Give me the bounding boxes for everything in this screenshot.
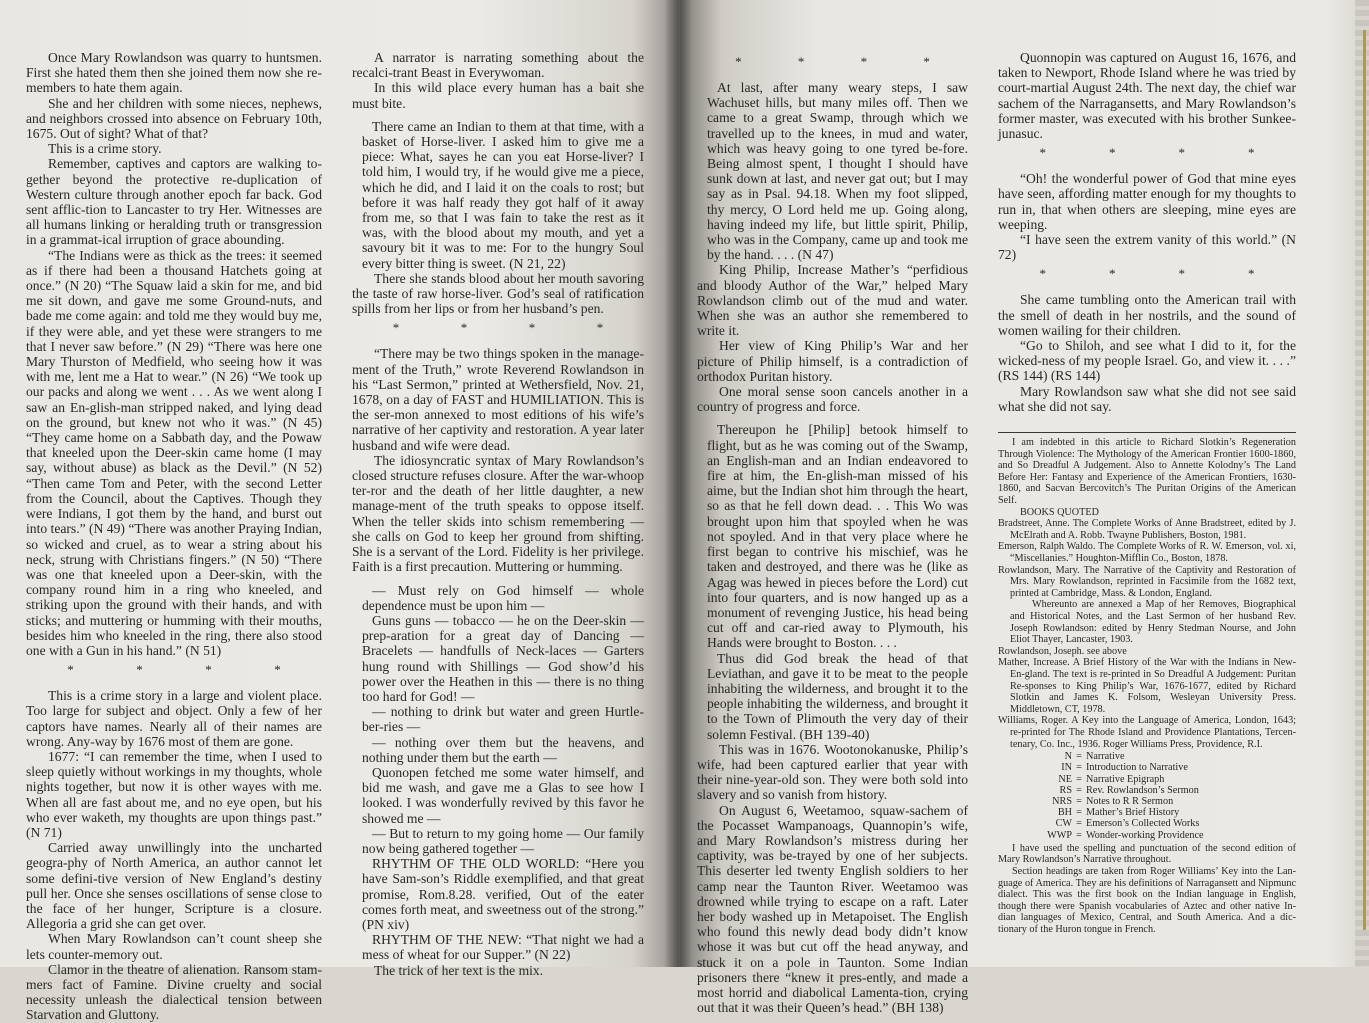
star-mark: * (460, 320, 468, 336)
paragraph: There she stands blood about her mouth savoring the taste of raw horse-liver. God’s seal of ratification spills from her lips or from her husband’s pen. (352, 270, 644, 317)
reference-entry: Williams, Roger. A Key into the Language of America, London, 1643; re-printed for The Rhode Island and Providence Plantations, Tercen-tenary, Co. Inc., 1936. Roger Williams Press, Providence, R.I. (998, 715, 1296, 750)
paragraph: This was in 1676. Wootonokanuske, Philip’s wife, had been captured earlier that year with their nine-year-old son. They were both sold into slavery and so vanish from history. (697, 741, 968, 803)
abbreviation-row (1038, 762, 1204, 773)
abbreviation-key: BH (1057, 807, 1072, 819)
paragraph: This is a crime story. (48, 141, 162, 157)
paragraph: Once Mary Rowlandson was quarry to huntsmen. First she hated them then she joined them now she re-members to hate them again. (26, 50, 322, 96)
equals-sign: = (1076, 773, 1082, 785)
equals-sign: = (1076, 829, 1082, 841)
reference-entry: Rowlandson, Mary. The Narrative of the Captivity and Restoration of Mrs. Mary Rowlandson, reprinted in Facsimile from the 1682 text, printed at Cambridge, Mass. & London, England. (998, 564, 1296, 599)
star-mark: * (797, 54, 805, 69)
paragraph: One moral sense soon cancels another in a country of progress and force. (697, 384, 968, 415)
paragraph: Remember, captives and captors are walking to-gether beyond the protective re-duplication of Western culture through another epoch far back. God sent afflic-tion to Lancaster to try Her. Witnesses are all humans linking or heralding truth or transgression in a grammat-ical irruption of grace abounding. (26, 156, 322, 248)
paragraph: Her view of King Philip’s War and her picture of Philip himself, is a contradiction of orthodox Puritan history. (697, 338, 968, 384)
star-mark: * (67, 662, 74, 678)
abbreviation-row (1038, 774, 1204, 785)
paragraph: The idiosyncratic syntax of Mary Rowlandson’s closed structure refuses closure. After the war-whoop ter-ror and the death of her little daughter, a new manage-ment of the truth speaks to oppose itself. When the teller skids into schism remembering — she calls on God to keep her ground from shifting. She is a servant of the Lord. Fidelity is her privilege. Faith is a first precaution. Muttering or humming. (352, 452, 644, 575)
column-4-body (998, 50, 1296, 414)
block-quote: Thus did God break the head of that Leviathan, and gave it to be meat to the people inhabiting the wilderness, and brought it to the people inhabiting the wilderness, and brought it to the Town of Plimouth the very day of their solemn Festival. (BH 139-40) (707, 650, 968, 742)
abbreviation-value: Wonder-working Providence (1086, 829, 1204, 841)
paragraph: Mary Rowlandson saw what she did not see said what she did not say. (998, 383, 1296, 414)
section-divider (352, 322, 644, 334)
closing-note: I have used the spelling and punctuation of the second edition of Mary Rowlandson’s Narrative throughout. (998, 842, 1296, 866)
page-edge (1355, 0, 1369, 967)
abbreviation-row (1038, 796, 1204, 807)
equals-sign: = (1076, 795, 1082, 807)
star-mark: * (136, 662, 143, 678)
block-quote: — But to return to my going home — Our family now being gathered together — (362, 825, 644, 856)
paragraph: Carried away unwillingly into the uncharted geogra-phy of North America, an author cannot let some defini-tive version of New England’s destiny pull her. Once she senses oscillations of sense close to the face of her hunger, Scripture is a closure. Allegoria a grid she can get over. (26, 840, 322, 932)
section-divider (998, 147, 1296, 159)
notes-intro: I am indebted in this article to Richard Slotkin’s Regeneration Through Violence: The Mythology of the American Frontier 1600-1860, and So Dreadful A Judgement. Also to Annette Kolodny’s The Land Before Her: Fantasy and Experience of the American Frontiers, 1630-1860, and Sacvan Bercovitch’s The Puritan Origins of the American Self. (998, 437, 1296, 507)
paragraph: The trick of her text is the mix. (374, 962, 544, 978)
reference-entry: Mather, Increase. A Brief History of the War with the Indians in New-En-gland. The text is re-printed in So Dreadful A Judgement: Puritan Re-sponses to King Philip’s War, 1676-1677, edited by Richard Slotkin and James K. Folsom, Wesleyan University Press. Middletown, CT, 1978. (998, 657, 1296, 715)
closing-note: Section headings are taken from Roger Williams’ Key into the Lan-guage of America. They are his definitions of Narragansett and Nipmunc dialect. This was the first book on the Indian language in English, though there were Spanish vocabularies of Aztec and other native In-dian languages of Mexico, Central, and South America. And a dic-tionary of the Huron tongue in French. (998, 865, 1296, 935)
section-divider (26, 664, 322, 676)
abbreviation-value: Introduction to Narrative (1086, 762, 1188, 774)
star-mark: * (596, 320, 604, 336)
star-mark: * (735, 54, 742, 69)
column-3 (697, 50, 968, 1015)
left-page (0, 0, 680, 1023)
paragraph: A narrator is narrating something about the recalci-trant Beast in Everywoman. (352, 50, 644, 81)
paragraph: “The Indians were as thick as the trees: it seemed as if there had been a thousand Hatchets going at once.” (N 20) “The Squaw laid a skin for me, and bid me sit down, and gave me some Ground-nuts, and bade me come again: and told me they would buy me, if they were able, and yet these were strangers to me that I never saw before.” (N 29) “There was here one Mary Thurston of Medfield, who seeing how it was with me, lent me a Hat to wear.” (N 26) “We took up our packs and along we went . . . As we went along I saw an En-glish-man stripped naked, and lying dead on the ground, but knew not who it was.” (N 45) “They came home on a Sabbath day, and the Powaw that kneeled upon the Deer-skin came home (I may say, without abuse) as black as the Devil.” (N 52) “Then came Tom and Peter, with the second Letter from the Council, about the Captives. Though they were Indians, I got them by the hand, and burst out into tears.” (N 49) “There was another Praying Indian, so wicked and cruel, as to wear a string about his neck, strung with Christians fingers.” (N 50) “There was one that kneeled upon a Deer-skin, with the company round him in a ring who kneeled, and striking upon the ground with their hands, and with sticks; and muttering or humming with their mouths, besides him who kneeled in the ring, there also stood one with a Gun in his hand.” (N 51) (26, 247, 322, 658)
reference-entry: Bradstreet, Anne. The Complete Works of Anne Bradstreet, edited by J. McElrath and A. Robb. Twayne Publishers, Boston, 1981. (998, 518, 1296, 541)
abbreviation-value: Emerson’s Collected Works (1086, 818, 1200, 830)
equals-sign: = (1076, 762, 1082, 774)
star-mark: * (1109, 145, 1116, 161)
section-divider (697, 56, 968, 68)
paragraph: “There may be two things spoken in the manage-ment of the Truth,” wrote Reverend Rowlandson in his “Last Sermon,” printed at Wethersfield, Nov. 21, 1678, on a day of FAST and HUMILIATION. This is the ser-mon annexed to most editions of his wife’s narrative of her captivity and restoration. A year later husband and wife were dead. (352, 346, 644, 453)
column-2 (352, 50, 644, 978)
paragraph: Clamor in the theatre of alienation. Ransom stam-mers fact of Famine. Divine cruelty and social necessity unleash the dialectical tension between Starvation and Gluttony. (26, 961, 322, 1023)
paragraph: When Mary Rowlandson can’t count sheep she lets counter-memory out. (26, 931, 322, 962)
books-quoted-heading: BOOKS QUOTED (1020, 506, 1099, 518)
star-mark: * (1178, 266, 1185, 282)
star-mark: * (923, 54, 930, 69)
star-mark: * (1248, 145, 1255, 161)
abbreviation-value: Rev. Rowlandson’s Sermon (1086, 784, 1199, 796)
star-mark: * (528, 320, 536, 336)
paragraph: “Go to Shiloh, and see what I did to it, for the wicked-ness of my people Israel. Go, and view it. . . .” (RS 144) (RS 144) (998, 338, 1296, 384)
abbreviation-row (1038, 751, 1204, 762)
block-quote: At last, after many weary steps, I saw Wachuset hills, but many miles off. Then we came to a great Swamp, through which we travelled up to the knees, in mud and water, which was heavy going to one tyred be-fore. Being almost spent, I thought I should have sunk down at last, and never gat out; but I may say as in Psal. 94.18. When my foot slipped, thy mercy, O Lord held me up. Going along, having indeed my life, but little spirit, Philip, who was in the Company, came up and took me by the hand. . . . (N 47) (707, 80, 968, 263)
abbreviation-value: Mather’s Brief History (1086, 807, 1180, 819)
right-page (680, 0, 1369, 1016)
equals-sign: = (1076, 818, 1082, 830)
star-mark: * (205, 662, 212, 678)
star-mark: * (274, 662, 281, 678)
paragraph: She came tumbling onto the American trail with the smell of death in her nostrils, and the sound of women wailing for their children. (998, 292, 1296, 338)
abbreviation-key: CW (1055, 818, 1072, 830)
reference-entry: Rowlandson, Joseph. see above (998, 645, 1127, 657)
abbreviation-key: WWP (1047, 829, 1072, 841)
equals-sign: = (1076, 784, 1082, 796)
paragraph: 1677: “I can remember the time, when I used to sleep quietly without workings in my thoughts, whole nights together, but now it is other wayes with me. When all are fast about me, and no eye open, but his who ever waketh, my thoughts are upon things past.” (N 71) (26, 748, 322, 840)
equals-sign: = (1076, 807, 1082, 819)
equals-sign: = (1076, 751, 1082, 763)
abbreviation-value: Notes to R R Sermon (1086, 795, 1174, 807)
paragraph: “Oh! the wonderful power of God that mine eyes have seen, affording matter enough for my thoughts to run in, that when others are sleeping, mine eyes are weeping. (998, 171, 1296, 232)
block-quote: Quonopen fetched me some water himself, and bid me wash, and gave me a Glas to see how I looked. I was wonderfully revived by this favor he showed me — (362, 764, 644, 826)
abbreviation-key: N (1064, 751, 1072, 763)
abbreviation-value: Narrative (1086, 751, 1125, 763)
paragraph: “I have seen the extrem vanity of this world.” (N 72) (998, 232, 1296, 263)
abbreviation-value: Narrative Epigraph (1086, 773, 1165, 785)
star-mark: * (392, 320, 400, 336)
abbreviation-key: NRS (1052, 795, 1072, 807)
block-quote: There came an Indian to them at that time, with a basket of Horse-liver. I asked him to give me a piece: What, sayes he can you eat Horse-liver? I told him, I would try, if he would give me a piece, which he did, and I laid it on the coals to rost; but before it was half ready they got half of it away from me, so that I was fain to take the rest as it was, with the blood about my mouth, and yet a savoury bit it was to me: For to the hungry Soul every bitter thing is sweet. (N 21, 22) (362, 118, 644, 271)
star-mark: * (1109, 266, 1116, 282)
abbreviation-key: IN (1061, 762, 1072, 774)
paragraph: On August 6, Weetamoo, squaw-sachem of the Pocasset Wampanoags, Quannopin’s wife, and Mary Rowlandson’s mistress during her captivity, was be-trayed by one of her subjects. This deserter led twenty English soldiers to her camp near the Taunton River. Weetamoo was drowned while trying to escape on a raft. Later her body washed up in Metapoiset. The English who found this newly dead body didn’t know whose it was but cut off the head anyway, and stuck it on a pole in Taunton. Some Indian prisoners there “knew it pres-ently, and made a most horrid and diabolical Lamenta-tion, crying out that it was their Queen’s head.” (BH 138) (697, 802, 968, 1016)
section-divider (998, 268, 1296, 280)
star-mark: * (1039, 145, 1046, 161)
block-quote: RHYTHM OF THE NEW: “That night we had a mess of wheat for our Supper.” (N 22) (362, 932, 644, 963)
column-4 (998, 50, 1296, 935)
abbreviation-key: RS (1059, 784, 1072, 796)
star-mark: * (860, 54, 868, 69)
abbreviation-row (1038, 785, 1204, 796)
abbreviation-row (1038, 818, 1204, 829)
block-quote: Thereupon he [Philip] betook himself to flight, but as he was coming out of the Swamp, an English-man and an Indian endeavored to fire at him, the En-glish-man missed of his aime, but the Indian shot him through the heart, so as that he fell down dead. . . This Wo was brought upon him that spoyled when he was not spoyled. And in that very place where he first began to contrive his mischief, was he taken and destroyed, and there was he (like as Agag was hewed in pieces before the Lord) cut into four quarters, and is now hanged up as a monument of revenging Justice, his head being cut off and car-ried away to Plymouth, his Hands were brought to Boston. . . . (707, 422, 968, 651)
block-quote: Guns guns — tobacco — he on the Deer-skin — prep-aration for a great day of Dancing — Bracelets — handfulls of Neck-laces — Garters hung round with Shillings — God show’d his power over the Heathen in this — there is no thing too hard for God! — (362, 612, 644, 704)
paragraph: In this wild place every human has a bait she must bite. (352, 80, 644, 111)
block-quote: — nothing to drink but water and green Hurtle-ber-ries — (362, 704, 644, 735)
reference-entry: Emerson, Ralph Waldo. The Complete Works of R. W. Emerson, vol. xi, “Miscellanies.” Houghton-Mifflin Co., Boston, 1878. (998, 541, 1296, 564)
paragraph: King Philip, Increase Mather’s “perfidious and bloody Author of the War,” helped Mary Rowlandson climb out of the mud and water. When she was an author she remembered to write it. (697, 262, 968, 339)
star-mark: * (1039, 266, 1046, 282)
paragraph: She and her children with some nieces, nephews, and neighbors crossed into absence on February 10th, 1675. Out of sight? What of that? (26, 95, 322, 142)
block-quote: — nothing over them but the heavens, and nothing under them but the earth — (362, 734, 644, 765)
abbreviation-row (1038, 830, 1204, 841)
reference-subtext: Whereunto are annexed a Map of her Removes, Biographical and Historical Notes, and the Last Sermon of her husband Rev. Joseph Rowlandson: edited by Henry Stedman Nourse, and John Eliot Thayer, Lancaster, 1903. (1010, 599, 1296, 646)
paragraph: Quonnopin was captured on August 16, 1676, and taken to Newport, Rhode Island where he was tried by court-martial August 24th. The next day, the chief war sachem of the Narragansetts, and Mary Rowlandson’s former master, was executed with his brother Sunkee-junasuc. (998, 50, 1296, 142)
abbreviation-table (1038, 751, 1204, 841)
abbreviation-key: NE (1058, 773, 1072, 785)
star-mark: * (1248, 266, 1255, 282)
footnotes (998, 432, 1296, 935)
abbreviation-row (1038, 807, 1204, 818)
star-mark: * (1178, 145, 1185, 161)
block-quote: RHYTHM OF THE OLD WORLD: “Here you have Sam-son’s Riddle exemplified, and that great promise, Rom.8.28. verified, Out of the eater comes forth meat, and sweetness out of the strong.” (PN xiv) (362, 856, 644, 932)
block-quote: — Must rely on God himself — whole dependence must be upon him — (362, 582, 644, 613)
column-1 (26, 50, 322, 1023)
paragraph: This is a crime story in a large and violent place. Too large for subject and object. Only a few of her captors have names. Nearly all of their names are wrong. Any-way by 1676 most of them are gone. (26, 688, 322, 749)
